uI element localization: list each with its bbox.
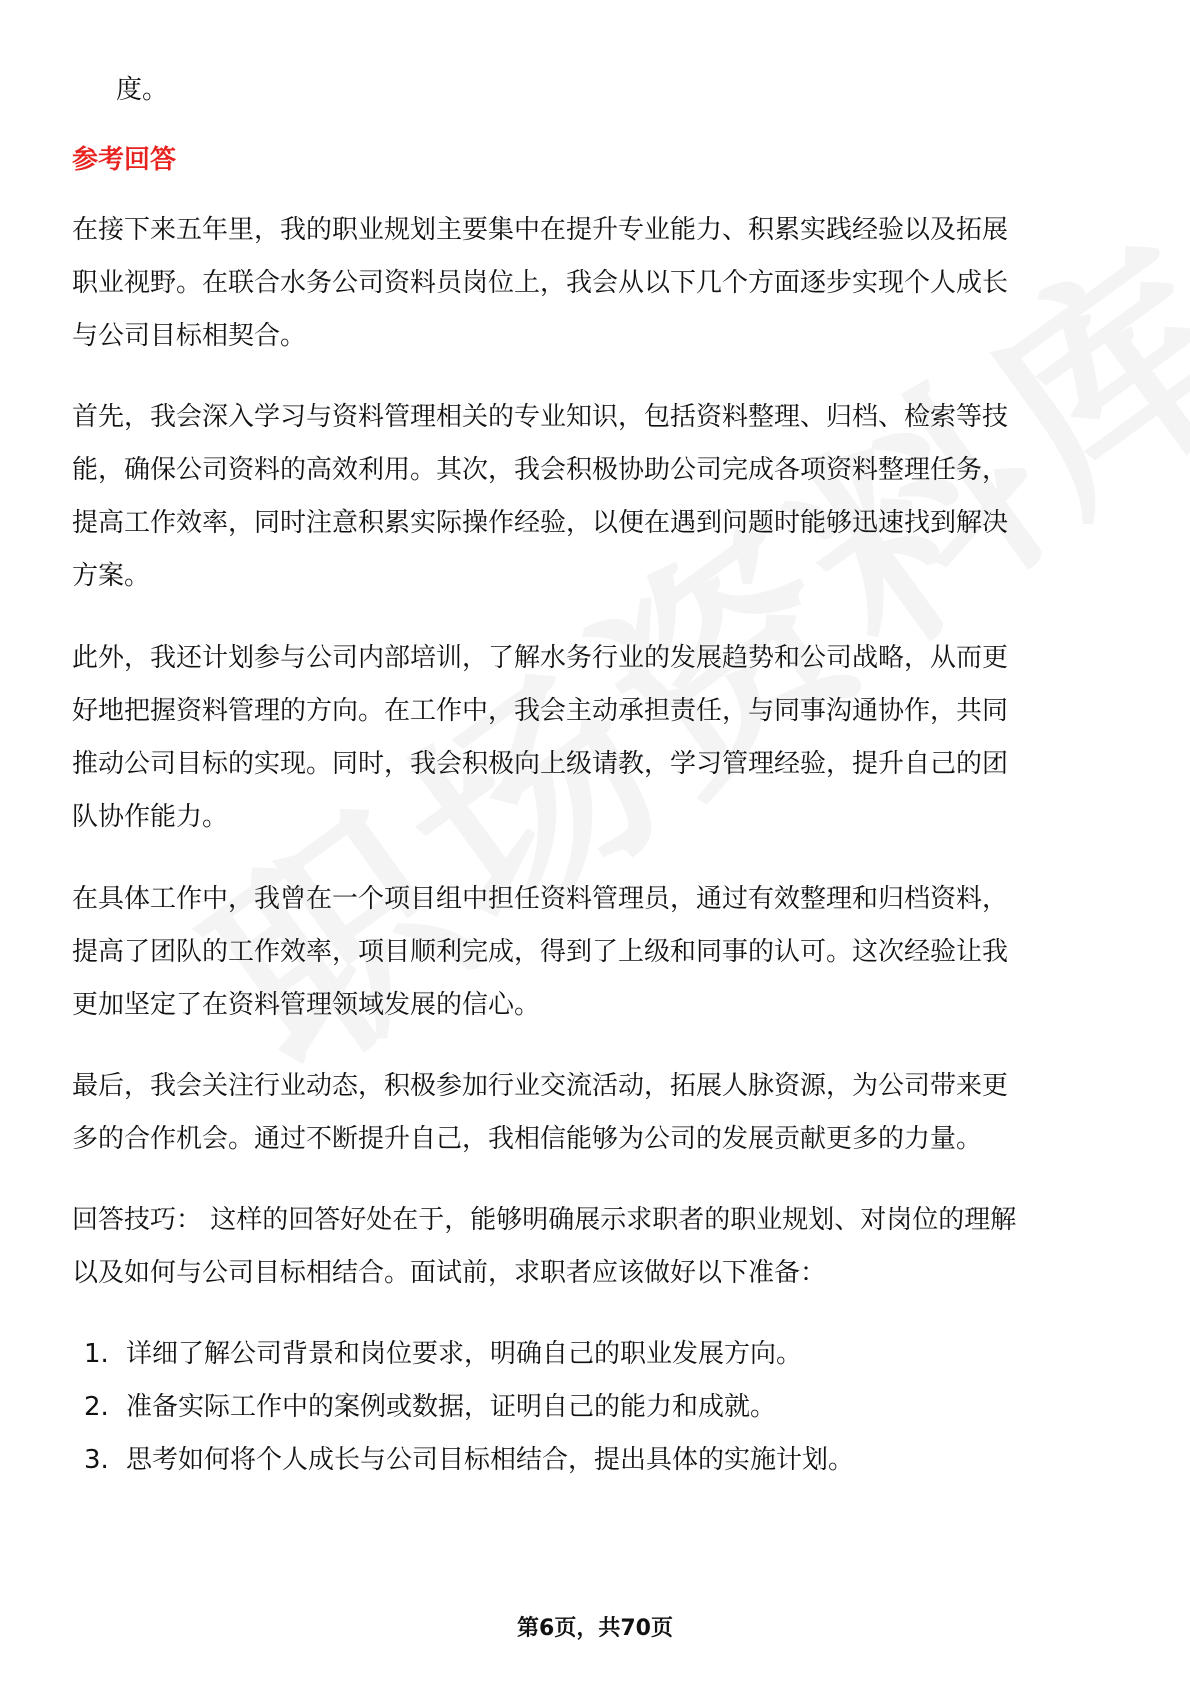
text-line: 此外，我还计划参与公司内部培训，了解水务行业的发展趋势和公司战略，从而更 [72,643,1009,673]
text-line: 职业视野。在联合水务公司资料员岗位上，我会从以下几个方面逐步实现个人成长 [72,268,1009,298]
list-item [84,1337,802,1371]
list-item [84,1443,854,1477]
text-line: 推动公司目标的实现。同时，我会积极向上级请教，学习管理经验，提升自己的团 [72,749,1009,779]
list-text: 详细了解公司背景和岗位要求，明确自己的职业发展方向。 [126,1339,803,1369]
text-line: 在接下来五年里，我的职业规划主要集中在提升专业能力、积累实践经验以及拓展 [72,215,1009,245]
text-line: 方案。 [72,561,151,591]
text-line: 在具体工作中，我曾在一个项目组中担任资料管理员，通过有效整理和归档资料， [72,884,1009,914]
section-heading: 参考回答 [72,145,177,175]
text-line: 首先，我会深入学习与资料管理相关的专业知识，包括资料整理、归档、检索等技 [72,402,1009,432]
text-line: 多的合作机会。通过不断提升自己，我相信能够为公司的发展贡献更多的力量。 [72,1124,983,1154]
text-line: 以及如何与公司目标相结合。面试前，求职者应该做好以下准备： [72,1258,827,1288]
text-line: 能，确保公司资料的高效利用。其次，我会积极协助公司完成各项资料整理任务， [72,455,1009,485]
list-number: 2. [84,1392,109,1422]
list-number: 1. [84,1339,109,1369]
text-line: 最后，我会关注行业动态，积极参加行业交流活动，拓展人脉资源，为公司带来更 [72,1071,1009,1101]
text-line: 提高工作效率，同时注意积累实际操作经验，以便在遇到问题时能够迅速找到解决 [72,508,1009,538]
list-text: 思考如何将个人成长与公司目标相结合，提出具体的实施计划。 [126,1445,855,1475]
text-line: 与公司目标相契合。 [72,321,307,351]
text-line: 更加坚定了在资料管理领域发展的信心。 [72,990,541,1020]
text-line: 好地把握资料管理的方向。在工作中，我会主动承担责任，与同事沟通协作，共同 [72,696,1009,726]
list-number: 3. [84,1445,109,1475]
text-line: 度。 [116,75,169,105]
text-line: 提高了团队的工作效率，项目顺利完成，得到了上级和同事的认可。这次经验让我 [72,937,1009,967]
list-text: 准备实际工作中的案例或数据，证明自己的能力和成就。 [126,1392,777,1422]
text-line: 队协作能力。 [72,802,229,832]
text-line: 回答技巧： 这样的回答好处在于，能够明确展示求职者的职业规划、对岗位的理解 [72,1205,1017,1235]
list-item [84,1390,776,1424]
page-footer: 第6页，共70页 [517,1616,673,1641]
